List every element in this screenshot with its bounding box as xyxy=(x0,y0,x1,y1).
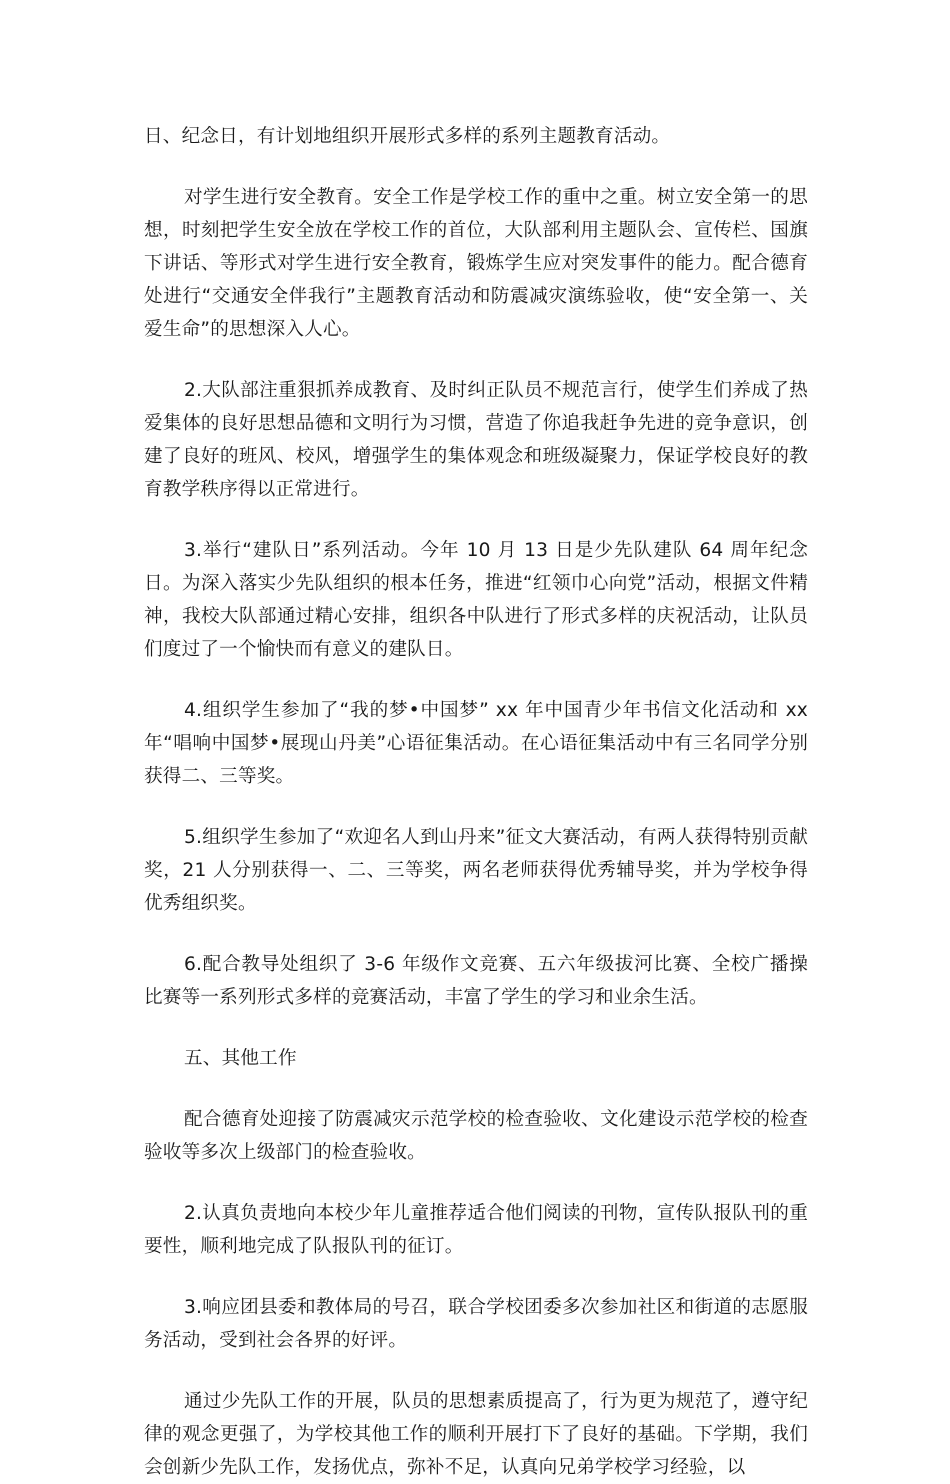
paragraph-competitions: 6.配合教导处组织了 3-6 年级作文竞赛、五六年级拔河比赛、全校广播操比赛等一系列形式多样的竞赛活动，丰富了学生的学习和业余生活。 xyxy=(144,954,808,1008)
section-heading-other-work: 五、其他工作 xyxy=(184,1048,297,1069)
document-body xyxy=(144,120,808,1484)
paragraph-habit-education: 2.大队部注重狠抓养成教育、及时纠正队员不规范言行，使学生们养成了热爱集体的良好思想品德和文明行为习惯，营造了你追我赶争先进的竞争意识，创建了良好的班风、校风，增强学生的集体观念和班级凝聚力，保证学校良好的教育教学秩序得以正常进行。 xyxy=(144,380,808,500)
paragraph-chinese-dream: 4.组织学生参加了“我的梦•中国梦” xx 年中国青少年书信文化活动和 xx 年“唱响中国梦•展现山丹美”心语征集活动。在心语征集活动中有三名同学分别获得二、三等奖。 xyxy=(144,700,808,787)
paragraph-volunteer-service: 3.响应团县委和教体局的号召，联合学校团委多次参加社区和街道的志愿服务活动，受到社会各界的好评。 xyxy=(144,1297,808,1351)
paragraph-essay-contest: 5.组织学生参加了“欢迎名人到山丹来”征文大赛活动，有两人获得特别贡献奖，21 人分别获得一、二、三等奖，两名老师获得优秀辅导奖，并为学校争得优秀组织奖。 xyxy=(144,827,808,914)
paragraph-safety-education: 对学生进行安全教育。安全工作是学校工作的重中之重。树立安全第一的思想，时刻把学生安全放在学校工作的首位，大队部利用主题队会、宣传栏、国旗下讲话、等形式对学生进行安全教育，锻炼学生应对突发事件的能力。配合德育处进行“交通安全伴我行”主题教育活动和防震减灾演练验收，使“安全第一、关爱生命”的思想深入人心。 xyxy=(144,187,808,340)
paragraph-publications: 2.认真负责地向本校少年儿童推荐适合他们阅读的刊物，宣传队报队刊的重要性，顺利地完成了队报队刊的征订。 xyxy=(144,1203,808,1257)
paragraph-inspections: 配合德育处迎接了防震减灾示范学校的检查验收、文化建设示范学校的检查验收等多次上级部门的检查验收。 xyxy=(144,1109,808,1163)
paragraph-founding-day: 3.举行“建队日”系列活动。今年 10 月 13 日是少先队建队 64 周年纪念日。为深入落实少先队组织的根本任务，推进“红领巾心向党”活动，根据文件精神，我校大队部通过精心安排，组织各中队进行了形式多样的庆祝活动，让队员们度过了一个愉快而有意义的建队日。 xyxy=(144,540,808,660)
paragraph-commemoration-days: 日、纪念日，有计划地组织开展形式多样的系列主题教育活动。 xyxy=(144,126,671,147)
paragraph-summary: 通过少先队工作的开展，队员的思想素质提高了，行为更为规范了，遵守纪律的观念更强了，为学校其他工作的顺利开展打下了良好的基础。下学期，我们会创新少先队工作，发扬优点，弥补不足，认真向兄弟学校学习经验，以 xyxy=(144,1391,808,1478)
